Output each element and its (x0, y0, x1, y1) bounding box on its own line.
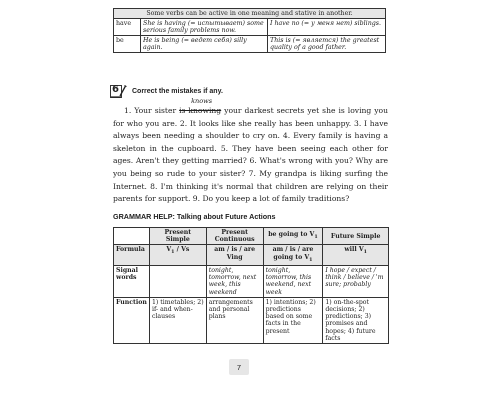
exercise-number: 6 (112, 84, 119, 95)
exercise-text-start: 1. Your sister (124, 106, 180, 115)
table-header-row (114, 228, 389, 245)
formula-cell: $V_1$ / Vs (149, 245, 206, 266)
formula-cell: am / is / are going to $V_1$ (263, 245, 323, 266)
stative-example-cell: This is (= является) the greatest quality of a good father. (268, 36, 386, 53)
formula-cell: am / is / are Ving (206, 245, 263, 266)
correction-note: knows (191, 97, 213, 105)
column-header: Present Continuous (206, 228, 263, 245)
table-header: Some verbs can be active in one meaning and stative in another. (114, 9, 386, 19)
table-row (114, 19, 386, 36)
active-stative-verbs-table (113, 8, 386, 53)
pencil-notebook-icon (110, 84, 127, 99)
struck-phrase (179, 97, 222, 115)
active-example-cell: She is having (= испытывает) some serious family problems now. (141, 19, 268, 36)
future-actions-table (113, 227, 389, 344)
signal-cell: tonight, tomorrow, this weekend, next week (263, 266, 323, 298)
signal-cell: I hope / expect / think / believe / 'm sure; probably (323, 266, 389, 298)
function-cell: 1) on-the-spot decisions; 2) predictions; 3) promises and hopes; 4) future facts (323, 297, 389, 343)
table-row (114, 36, 386, 53)
function-row (114, 297, 389, 343)
function-cell: 1) timetables; 2) if- and when-clauses (149, 297, 206, 343)
grammar-help-title: GRAMMAR HELP: Talking about Future Actions (113, 212, 276, 221)
struck-text: is knowing (179, 106, 222, 115)
signal-words-row (114, 266, 389, 298)
corner-cell (114, 228, 150, 245)
row-header: Signal words (114, 266, 150, 298)
exercise-text (113, 97, 388, 206)
page-number: 7 (229, 359, 249, 375)
column-header: Present Simple (149, 228, 206, 245)
column-header: be going to $V_1$ (263, 228, 323, 245)
active-example-cell: He is being (= ведет себя) silly again. (141, 36, 268, 53)
verb-cell: have (114, 19, 141, 36)
function-cell: arrangements and personal plans (206, 297, 263, 343)
exercise-title: Correct the mistakes if any. (132, 88, 223, 95)
formula-row (114, 245, 389, 266)
row-header: Formula (114, 245, 150, 266)
verb-cell: be (114, 36, 141, 53)
column-header: Future Simple (323, 228, 389, 245)
exercise-text-rest: your darkest secrets yet she is loving you for who you are. 2. It looks like she really has been unhappy. 3. I have always been needing a shoulder to cry on. 4. Every family is having a skeleton in the cupboard. 5. They have been seeing each other for ages. Aren't they getting married? 6. What's wrong with you? Why are you being so rude to your sister? 7. My grandpa is liking surfing the Internet. 8. I'm thinking it's normal that children are relying on their parents for support. 9. Do you keep a lot of family traditions? (113, 106, 388, 204)
stative-example-cell: I have no (= у меня нет) siblings. (268, 19, 386, 36)
signal-cell: tonight, tomorrow, next week, this weekend (206, 266, 263, 298)
signal-cell (149, 266, 206, 298)
row-header: Function (114, 297, 150, 343)
function-cell: 1) intentions; 2) predictions based on some facts in the present (263, 297, 323, 343)
formula-cell: will $V_1$ (323, 245, 389, 266)
